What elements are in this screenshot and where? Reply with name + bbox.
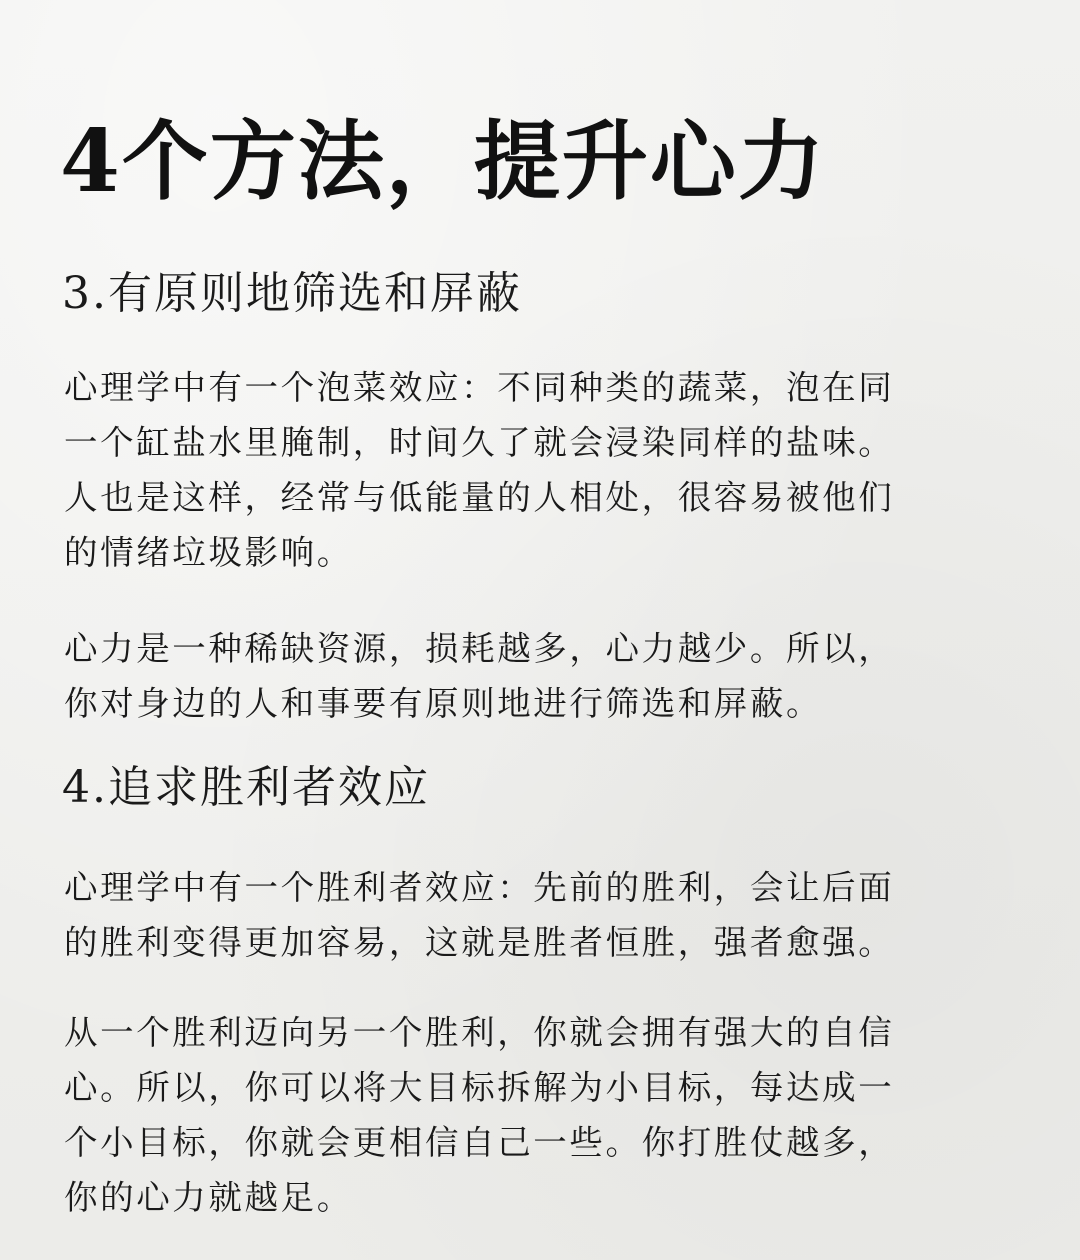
page-title: 4个方法，提升心力: [60, 111, 826, 212]
text-line: 一个缸盐水里腌制，时间久了就会浸染同样的盐味。: [64, 423, 895, 462]
text-line: 人也是这样，经常与低能量的人相处，很容易被他们: [64, 478, 895, 517]
text-line: 从一个胜利迈向另一个胜利，你就会拥有强大的自信: [64, 1013, 895, 1052]
section-4-paragraph-1: [64, 860, 1024, 970]
text-line: 心。所以，你可以将大目标拆解为小目标，每达成一: [64, 1068, 895, 1107]
text-line: 你的心力就越足。: [64, 1178, 353, 1217]
text-line: 心理学中有一个泡菜效应：不同种类的蔬菜，泡在同: [64, 368, 895, 407]
section-heading-4: 4.追求胜利者效应: [62, 762, 430, 813]
text-line: 的情绪垃圾影响。: [64, 533, 353, 572]
section-heading-3: 3.有原则地筛选和屏蔽: [62, 268, 522, 319]
text-line: 个小目标，你就会更相信自己一些。你打胜仗越多，: [64, 1123, 895, 1162]
section-3-paragraph-2: [64, 621, 1024, 731]
section-3-paragraph-1: [64, 360, 1024, 580]
text-line: 的胜利变得更加容易，这就是胜者恒胜，强者愈强。: [64, 923, 895, 962]
section-4-paragraph-2: [64, 1005, 1024, 1225]
text-line: 心力是一种稀缺资源，损耗越多，心力越少。所以，: [64, 629, 895, 668]
text-line: 你对身边的人和事要有原则地进行筛选和屏蔽。: [64, 684, 823, 723]
text-line: 心理学中有一个胜利者效应：先前的胜利，会让后面: [64, 868, 895, 907]
